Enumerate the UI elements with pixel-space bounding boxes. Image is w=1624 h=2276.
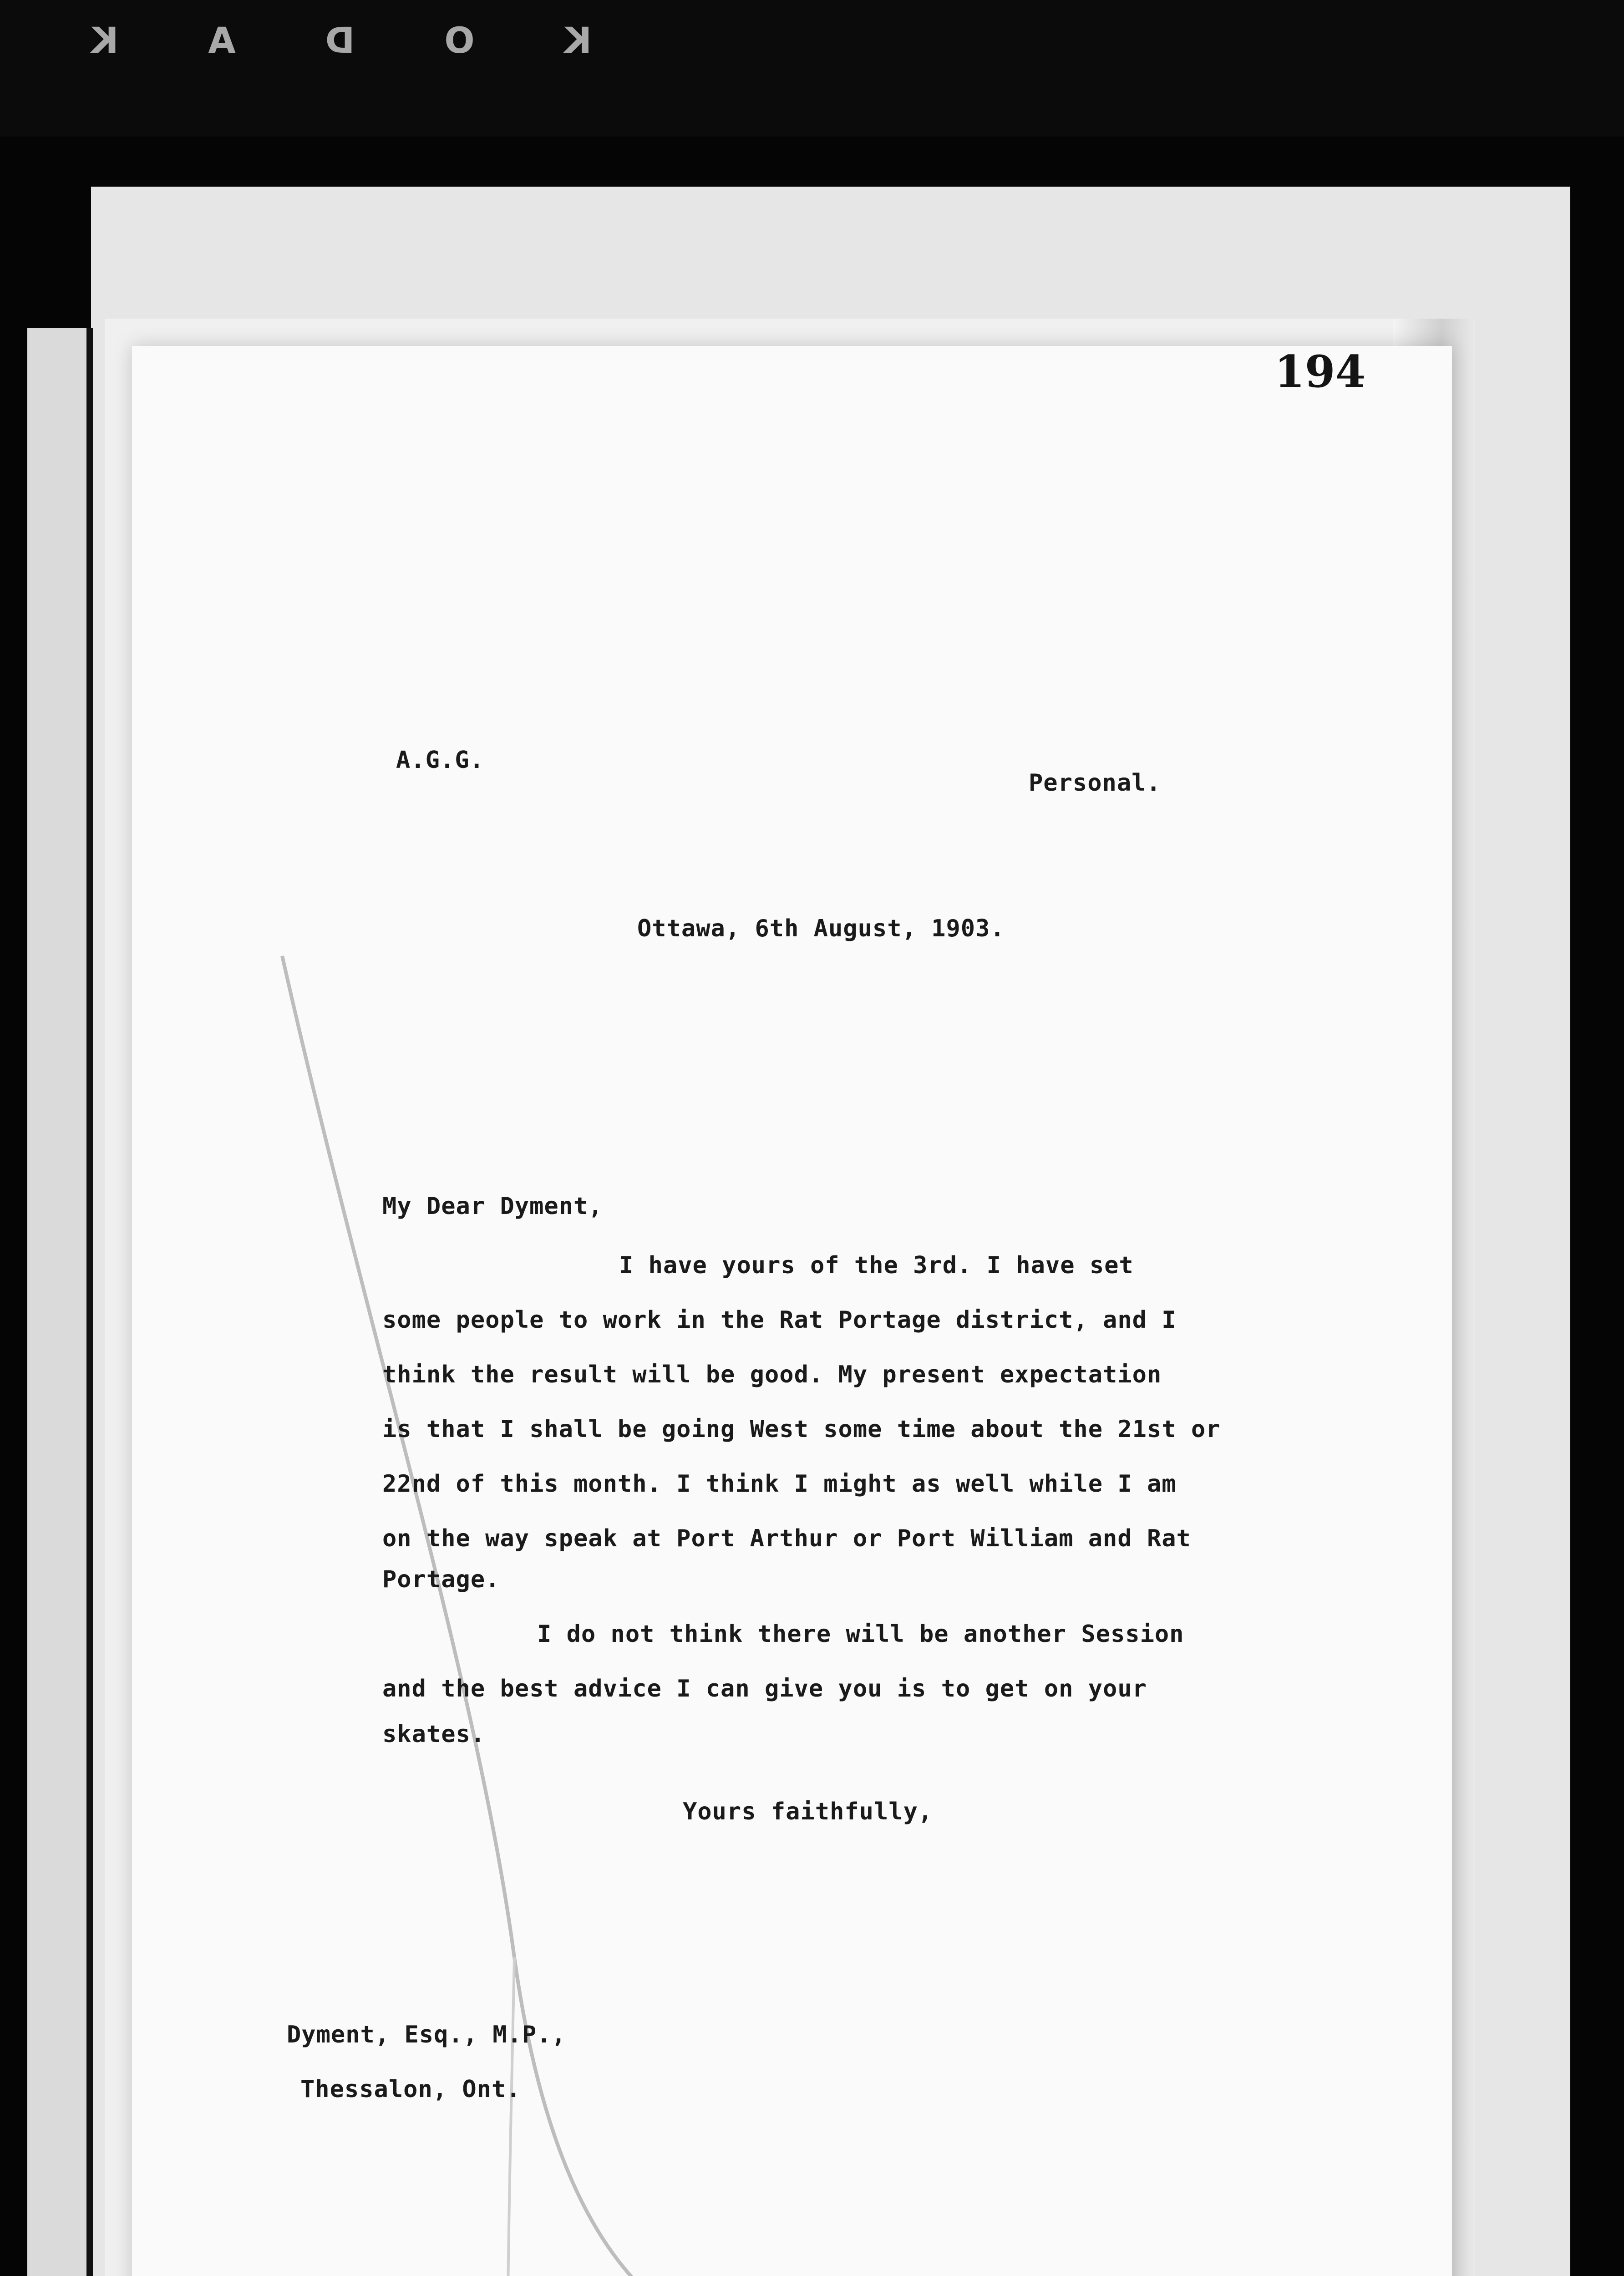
side-strip bbox=[27, 328, 93, 2276]
recipient-name: Dyment, Esq., M.P., bbox=[287, 2021, 566, 2048]
kodak-edge-print bbox=[91, 20, 592, 61]
letter-body-line: 22nd of this month. I think I might as well while I am bbox=[382, 1470, 1177, 1498]
kodak-letter: O bbox=[444, 20, 475, 61]
letter-heading-left: A.G.G. bbox=[396, 747, 484, 774]
letter-body-line: think the result will be good. My present expectation bbox=[382, 1361, 1162, 1388]
letter-body-line: I do not think there will be another Session bbox=[537, 1621, 1184, 1648]
letter-body-line: Portage. bbox=[382, 1566, 500, 1593]
kodak-letter: D bbox=[325, 20, 355, 61]
kodak-letter: K bbox=[91, 20, 119, 61]
letter-body-line: I have yours of the 3rd. I have set bbox=[619, 1252, 1134, 1279]
letter-body-line: skates. bbox=[382, 1721, 486, 1748]
letter-heading-right: Personal. bbox=[1029, 769, 1161, 797]
letter-body-line: and the best advice I can give you is to get on your bbox=[382, 1675, 1147, 1702]
recipient-address: Thessalon, Ont. bbox=[300, 2076, 521, 2103]
letter-salutation: My Dear Dyment, bbox=[382, 1193, 603, 1220]
film-edge bbox=[0, 0, 1624, 137]
kodak-letter: K bbox=[564, 20, 592, 61]
letter-body-line: on the way speak at Port Arthur or Port William and Rat bbox=[382, 1525, 1191, 1552]
letter-date: Ottawa, 6th August, 1903. bbox=[637, 915, 1005, 942]
kodak-letter: A bbox=[208, 20, 236, 61]
page-number: 194 bbox=[1274, 346, 1366, 397]
letter-closing: Yours faithfully, bbox=[683, 1798, 933, 1825]
letter-body-line: is that I shall be going West some time about the 21st or bbox=[382, 1416, 1221, 1443]
letter-body-line: some people to work in the Rat Portage district, and I bbox=[382, 1306, 1177, 1334]
